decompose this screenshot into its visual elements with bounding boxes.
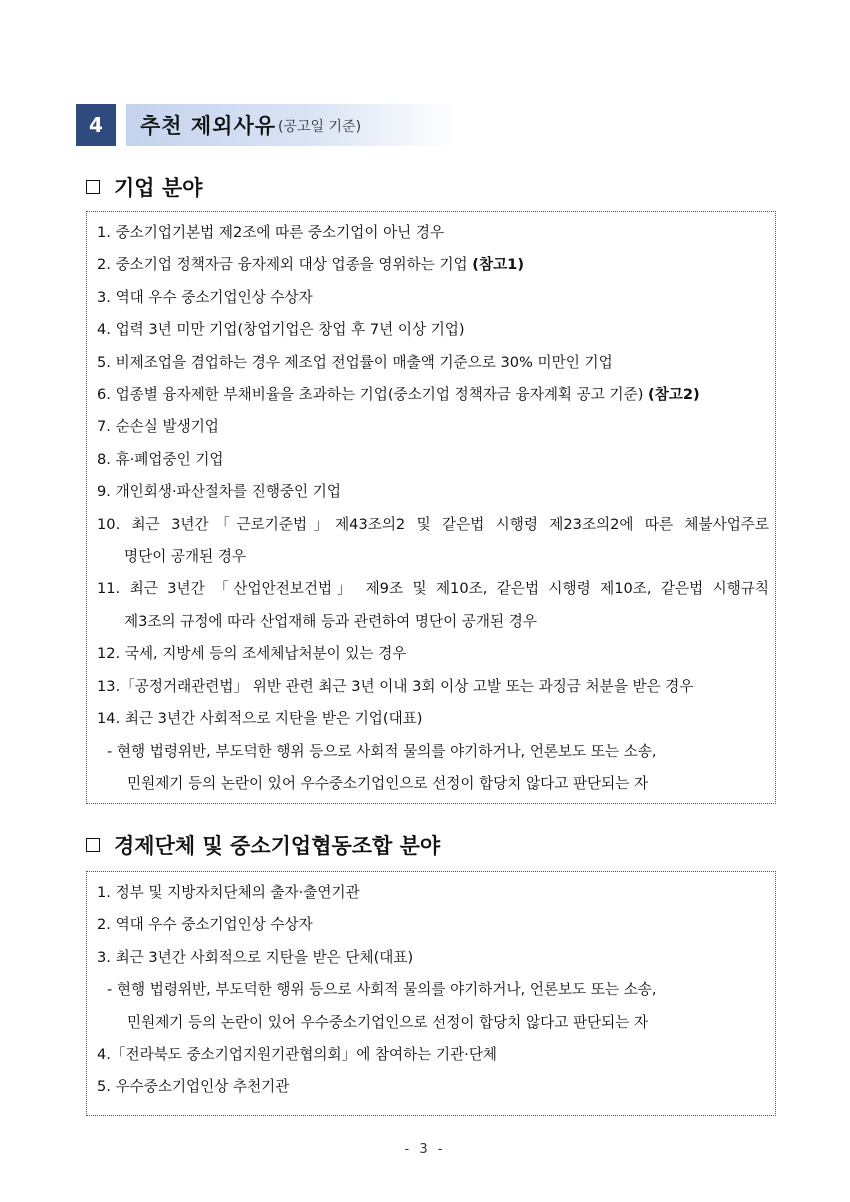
company-exclusion-box <box>86 211 776 804</box>
list-item: 2. 역대 우수 중소기업인상 수상자 <box>97 916 313 934</box>
page-number: - 3 - <box>404 1142 446 1157</box>
reference-note: (참고2) <box>648 386 700 404</box>
list-item: 9. 개인회생·파산절차를 진행중인 기업 <box>97 483 341 501</box>
list-item: 3. 최근 3년간 사회적으로 지탄을 받은 단체(대표) <box>97 948 414 966</box>
section-title: 추천 제외사유 <box>140 114 277 138</box>
list-item: 1. 정부 및 지방자치단체의 출자·출연기관 <box>97 884 360 901</box>
list-item: 2. 중소기업 정책자금 융자제외 대상 업종을 영위하는 기업 (참고1) <box>97 256 524 274</box>
list-item: 4. 업력 3년 미만 기업(창업기업은 창업 후 7년 이상 기업) <box>97 321 465 339</box>
checkbox-square-icon <box>86 838 100 852</box>
list-item: 4.「전라북도 중소기업지원기관협의회」에 참여하는 기관·단체 <box>97 1046 498 1064</box>
list-item: 3. 역대 우수 중소기업인상 수상자 <box>97 288 313 306</box>
list-item: 13.「공정거래관련법」 위반 관련 최근 3년 이내 3회 이상 고발 또는 과징금 처분을 받은 경우 <box>97 677 694 695</box>
list-item: 5. 비제조업을 겸업하는 경우 제조업 전업률이 매출액 기준으로 30% 미만인 기업 <box>97 353 613 371</box>
subsection-title: 기업 분야 <box>114 176 203 200</box>
section-header <box>76 104 456 146</box>
section-subtitle: (공고일 기준) <box>278 119 362 135</box>
subsection-heading-company <box>86 172 202 202</box>
list-item: 14. 최근 3년간 사회적으로 지탄을 받은 기업(대표) <box>97 710 423 728</box>
section-number: 4 <box>76 104 116 146</box>
list-item: 1. 중소기업기본법 제2조에 따른 중소기업이 아닌 경우 <box>97 224 445 241</box>
list-subitem-continuation: 민원제기 등의 논란이 있어 우수중소기업인으로 선정이 합당치 않다고 판단되는 자 <box>127 1013 649 1031</box>
list-item: 5. 우수중소기업인상 추천기관 <box>97 1078 290 1096</box>
list-item: 7. 순손실 발생기업 <box>97 418 219 436</box>
list-subitem: - 현행 법령위반, 부도덕한 행위 등으로 사회적 물의를 야기하거나, 언론보도 또는 소송, <box>107 981 657 999</box>
reference-note: (참고1) <box>472 256 524 274</box>
section-title-bar <box>126 104 456 146</box>
association-exclusion-box <box>86 871 776 1116</box>
list-item: 8. 휴·폐업중인 기업 <box>97 450 224 468</box>
subsection-heading-association <box>86 830 440 860</box>
list-item: 12. 국세, 지방세 등의 조세체납처분이 있는 경우 <box>97 645 407 663</box>
checkbox-square-icon <box>86 180 100 194</box>
list-item: 6. 업종별 융자제한 부채비율을 초과하는 기업(중소기업 정책자금 융자계획 공고 기준) (참고2) <box>97 386 700 404</box>
list-item-continuation: 제3조의 규정에 따라 산업재해 등과 관련하여 명단이 공개된 경우 <box>124 612 537 630</box>
list-subitem: - 현행 법령위반, 부도덕한 행위 등으로 사회적 물의를 야기하거나, 언론보도 또는 소송, <box>107 742 657 760</box>
list-subitem-continuation: 민원제기 등의 논란이 있어 우수중소기업인으로 선정이 합당치 않다고 판단되는 자 <box>127 774 649 792</box>
list-item: 10. 최근 3년간「근로기준법」제43조의2 및 같은법 시행령 제23조의2에 따른 체불사업주로 <box>97 515 769 533</box>
list-item: 11. 최근 3년간 「산업안전보건법」 제9조 및 제10조, 같은법 시행령 제10조, 같은법 시행규칙 <box>97 580 769 598</box>
subsection-title: 경제단체 및 중소기업협동조합 분야 <box>114 834 441 858</box>
list-item-continuation: 명단이 공개된 경우 <box>124 548 247 566</box>
